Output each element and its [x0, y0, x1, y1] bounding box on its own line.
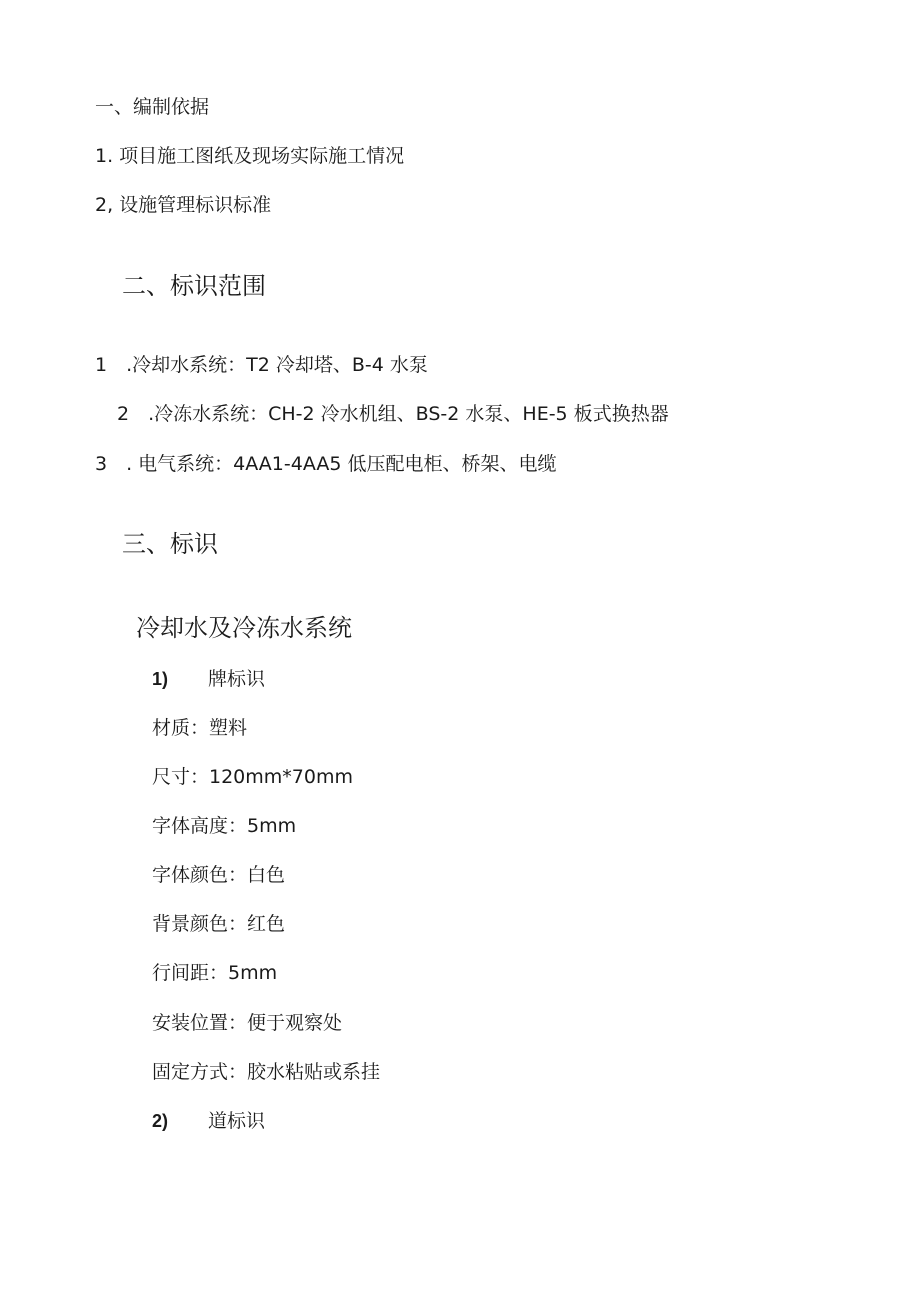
spec-font-height: 字体高度：5mm — [152, 815, 297, 837]
spec-material: 材质：塑料 — [152, 717, 248, 739]
sign-label-item — [152, 670, 265, 689]
spec-font-color: 字体颜色：白色 — [152, 864, 286, 886]
item-number: 1) — [152, 669, 169, 689]
section1-title: 一、编制依据 — [95, 96, 210, 118]
item-label: 道标识 — [208, 1110, 266, 1132]
spec-install-position: 安装位置：便于观察处 — [152, 1012, 343, 1034]
spec-size: 尺寸：120mm*70mm — [152, 766, 353, 788]
pipe-label-item — [152, 1112, 265, 1131]
spec-fixing-method: 固定方式：胶水粘贴或系挂 — [152, 1061, 381, 1083]
section2-item-2: 2 .冷冻水系统：CH-2 冷水机组、BS-2 水泵、HE-5 板式换热器 — [117, 403, 669, 425]
spec-line-spacing: 行间距：5mm — [152, 962, 278, 984]
item-number: 2) — [152, 1111, 169, 1131]
section3-title: 三、标识 — [122, 530, 218, 558]
section3-subtitle: 冷却水及冷冻水系统 — [136, 614, 352, 642]
section1-item-2: 2, 设施管理标识标准 — [95, 194, 272, 216]
section2-item-1: 1 .冷却水系统：T2 冷却塔、B-4 水泵 — [95, 354, 428, 376]
spec-background-color: 背景颜色：红色 — [152, 913, 286, 935]
section1-item-1: 1. 项目施工图纸及现场实际施工情况 — [95, 145, 405, 167]
section2-title: 二、标识范围 — [122, 272, 266, 300]
item-label: 牌标识 — [208, 668, 266, 690]
section2-item-3: 3 . 电气系统：4AA1-4AA5 低压配电柜、桥架、电缆 — [95, 453, 557, 475]
